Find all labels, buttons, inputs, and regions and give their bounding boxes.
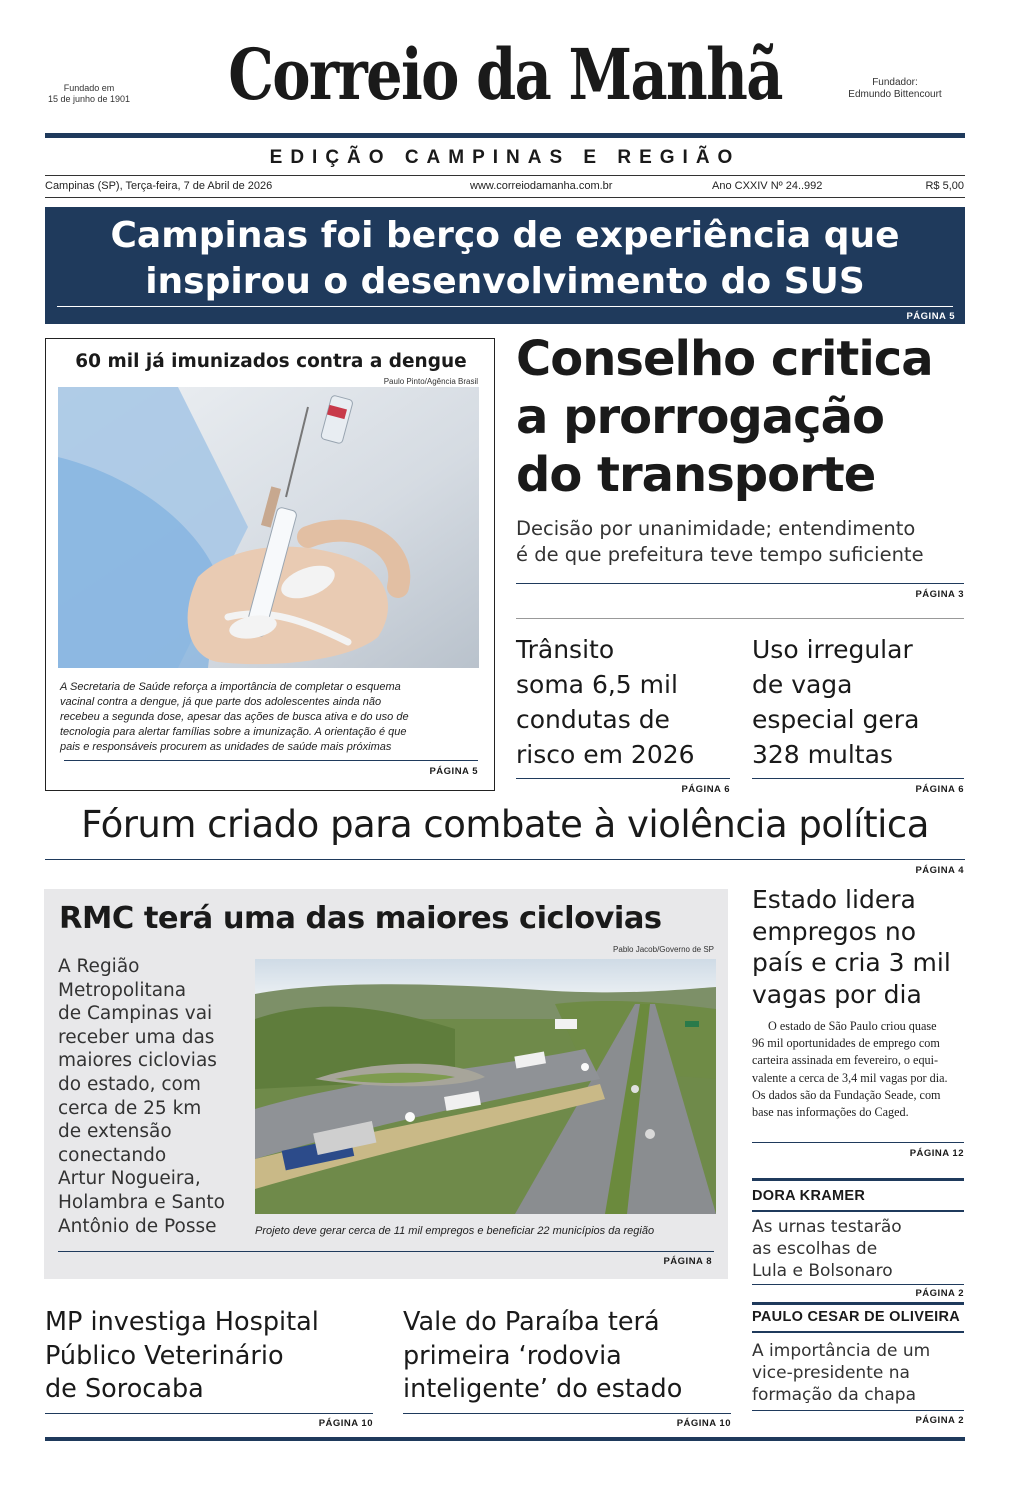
columnist-1-title-line-3: Lula e Bolsonaro [752,1261,893,1281]
ciclovia-body-line-7: cerca de 25 km [58,1097,202,1119]
founded-line-1: Fundado em [63,83,115,93]
vaccine-syringe-image [58,387,479,668]
conselho-subhead-line-2: é de que prefeitura teve tempo suficiente [516,543,924,566]
conselho-bottom-rule [516,618,964,619]
dengue-caption-line-2: vacinal contra a dengue, já que parte dos adolescentes ainda não [60,696,382,708]
ciclovia-caption: Projeto deve gerar cerca de 11 mil empregos e beneficiar 22 municípios da região [255,1225,655,1237]
columnist-2-top-rule [752,1302,964,1305]
empregos-body-line-6: base nas informações do Caged. [752,1105,909,1120]
ciclovia-body-line-8: de extensão [58,1121,172,1143]
website: www.correiodamanha.com.br [470,180,613,192]
empregos-headline [752,884,967,1010]
transito-story[interactable] [516,632,736,772]
columnist-1-name: DORA KRAMER [752,1188,866,1204]
columnist-2-title-line-1: A importância de um [752,1341,931,1361]
columnist-2-title-line-2: vice-presidente na [752,1363,910,1383]
vale-headline-line-3: inteligente’ do estado [403,1374,683,1404]
ciclovia-body-line-6: do estado, com [58,1073,201,1095]
ciclovia-body-line-10: Artur Nogueira, [58,1168,201,1190]
conselho-subhead-line-1: Decisão por unanimidade; entendimento [516,517,916,540]
dengue-box[interactable] [45,338,495,791]
ciclovia-body-line-11: Holambra e Santo [58,1191,225,1213]
empregos-story[interactable] [752,884,967,1121]
highway-image [255,959,716,1214]
founder-name: Edmundo Bittencourt [848,89,942,100]
ciclovia-panel[interactable] [44,889,728,1279]
ciclovia-body-line-1: A Região [58,956,140,977]
vale-page-ref: PÁGINA 10 [676,1418,731,1429]
empregos-body-line-5: Os dados são da Fundação Seade, com [752,1087,941,1102]
conselho-headline-line-3: do transporte [516,447,876,503]
founded-note [44,83,134,105]
ciclovia-photo [255,959,716,1214]
columnist-2-name: PAULO CESAR DE OLIVEIRA [752,1309,961,1325]
vaga-story[interactable] [752,632,967,772]
columnist-1-title-line-2: as escolhas de [752,1239,878,1259]
masthead-rule-top [45,133,965,138]
issue-number: Ano CXXIV Nº 24..992 [712,180,823,192]
transito-headline-line-2: soma 6,5 mil [516,670,678,699]
transito-page-ref: PÁGINA 6 [681,784,730,795]
dengue-photo-credit: Paulo Pinto/Agência Brasil [383,377,478,386]
transito-headline-line-3: condutas de [516,705,670,734]
vale-headline-line-1: Vale do Paraíba terá [403,1307,660,1337]
ciclovia-photo-credit: Pablo Jacob/Governo de SP [613,945,714,954]
conselho-page-ref: PÁGINA 3 [915,589,964,600]
empregos-body [752,1018,967,1121]
dengue-caption-line-4: tecnologia para alertar famílias sobre a imunização. A orientação é que [60,726,407,738]
empregos-body-line-4: valente a cerca de 3,4 mil vagas por dia. [752,1070,948,1085]
conselho-rule [516,583,964,584]
empregos-rule [752,1142,964,1143]
sus-headline-line-1: Campinas foi berço de experiência que [110,215,900,256]
sus-banner[interactable] [45,207,965,324]
empregos-body-line-3: carteira assinada em fevereiro, o equi- [752,1053,939,1068]
vale-headline-line-2: primeira ‘rodovia [403,1340,622,1371]
ciclovia-headline: RMC terá uma das maiores ciclovias [59,901,662,936]
ciclovia-rule [58,1251,714,1252]
empregos-page-ref: PÁGINA 12 [909,1148,964,1159]
ciclovia-body [58,955,258,1238]
vaga-headline-line-3: especial gera [752,705,920,734]
dengue-caption-line-5: pais e responsáveis procurem as unidades de saúde mais próximas [60,741,392,753]
columnist-2-name-rule [752,1331,964,1333]
columnist-2-title[interactable] [752,1340,964,1406]
dengue-caption-line-3: recebeu a segunda dose, apesar das ações de busca ativa e do uso de [60,711,409,723]
empregos-body-line-2: 96 mil oportunidades de emprego com [752,1036,940,1051]
empregos-headline-line-1: Estado lidera [752,885,916,914]
masthead-rule-mid [45,175,965,176]
empregos-headline-line-4: vagas por dia [752,979,922,1009]
edition-label: EDIÇÃO CAMPINAS E REGIÃO [269,147,741,168]
footer-rule [45,1437,965,1441]
transito-headline-line-4: risco em 2026 [516,740,695,769]
price: R$ 5,00 [925,180,964,192]
vale-rule [403,1413,731,1414]
columnist-1-title[interactable] [752,1216,964,1282]
columnist-1-name-rule [752,1210,964,1212]
forum-page-ref: PÁGINA 4 [915,865,964,876]
vale-story[interactable] [403,1306,743,1407]
empregos-headline-line-2: empregos no [752,916,916,946]
transito-headline-line-1: Trânsito [516,635,615,664]
dateline: Campinas (SP), Terça-feira, 7 de Abril de 2026 [45,180,273,192]
ciclovia-body-line-9: conectando [58,1144,167,1166]
forum-headline[interactable]: Fórum criado para combate à violência política [81,803,929,846]
dengue-page-ref: PÁGINA 5 [429,766,478,777]
founded-line-2: 15 de junho de 1901 [47,94,131,104]
dengue-caption-line-1: A Secretaria de Saúde reforça a importância de completar o esquema [60,681,401,693]
empregos-headline-line-3: país e cria 3 mil [752,948,951,977]
masthead-rule-bottom [45,197,965,198]
sus-banner-rule [57,306,953,307]
ciclovia-body-line-4: receber uma das [58,1026,215,1048]
empregos-body-line-1: O estado de São Paulo criou quase [768,1019,937,1033]
ciclovia-body-line-3: de Campinas vai [58,1003,213,1025]
vaga-headline-line-2: de vaga [752,670,853,699]
mp-rule [45,1413,373,1414]
ciclovia-body-line-2: Metropolitana [58,979,187,1001]
mp-headline-line-3: de Sorocaba [45,1374,204,1404]
columnist-1-page-ref: PÁGINA 2 [915,1288,964,1299]
conselho-story[interactable] [516,330,966,605]
mp-page-ref: PÁGINA 10 [318,1418,373,1429]
transito-rule [516,778,730,779]
dengue-rule [64,760,478,761]
dengue-headline: 60 mil já imunizados contra a dengue [75,351,467,372]
mp-headline-line-1: MP investiga Hospital [45,1307,319,1337]
dengue-photo [58,387,479,668]
conselho-headline-line-2: a prorrogação [516,389,884,445]
vaga-page-ref: PÁGINA 6 [915,784,964,795]
founder-label: Fundador: [872,77,918,88]
mp-story[interactable] [45,1306,390,1407]
dengue-caption [60,680,484,755]
columnist-1-top-rule [752,1178,964,1181]
founder-note [830,77,960,101]
newspaper-title: Correio da Manhã [228,33,782,116]
columnist-1-title-line-1: As urnas testarão [752,1217,902,1237]
forum-rule [45,859,965,860]
conselho-headline-line-1: Conselho critica [516,331,933,387]
sus-page-ref: PÁGINA 5 [906,311,955,322]
mp-headline-line-2: Público Veterinário [45,1340,284,1371]
columnist-2-page-ref: PÁGINA 2 [915,1415,964,1426]
vaga-headline-line-1: Uso irregular [752,635,913,664]
ciclovia-body-line-12: Antônio de Posse [58,1215,217,1237]
columnist-2-rule [752,1410,964,1411]
columnist-1-rule [752,1284,964,1285]
columnist-2-title-line-3: formação da chapa [752,1385,916,1405]
ciclovia-body-line-5: maiores ciclovias [58,1050,217,1072]
vaga-headline-line-4: 328 multas [752,740,893,769]
sus-headline-line-2: inspirou o desenvolvimento do SUS [145,261,865,302]
ciclovia-page-ref: PÁGINA 8 [663,1256,712,1267]
vaga-rule [752,778,964,779]
